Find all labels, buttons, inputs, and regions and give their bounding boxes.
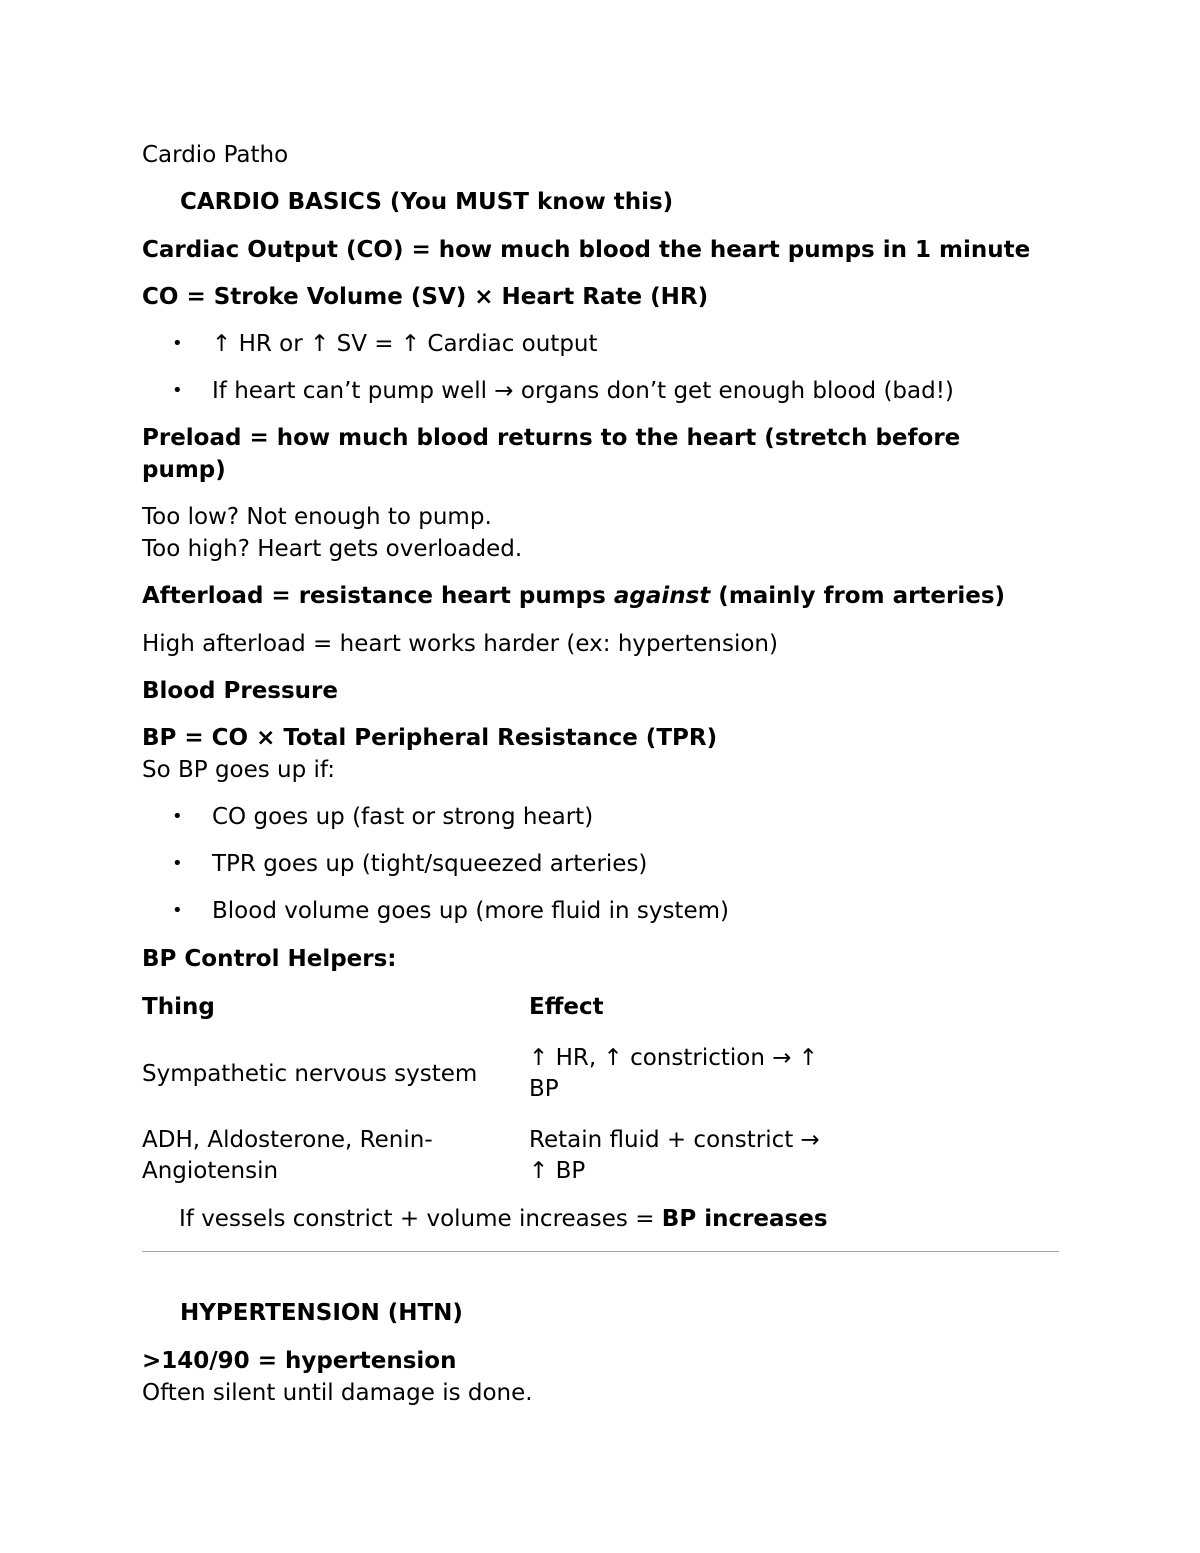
afterload-definition <box>142 580 1005 612</box>
afterload-definition-end: (mainly from arteries) <box>710 583 1006 609</box>
hypertension-note: Often silent until damage is done. <box>142 1380 533 1406</box>
bullet-icon: • <box>172 333 183 354</box>
preload-too-high: Too high? Heart gets overloaded. <box>142 536 523 562</box>
cardiac-output-formula: CO = Stroke Volume (SV) × Heart Rate (HR) <box>142 284 709 310</box>
bp-summary-emphasis: BP increases <box>661 1206 828 1232</box>
table-cell-effect: BP <box>529 1076 559 1102</box>
table-header-thing: Thing <box>142 994 215 1020</box>
table-header-effect: Effect <box>529 994 604 1020</box>
list-item: CO goes up (fast or strong heart) <box>212 804 594 830</box>
bullet-icon: • <box>172 853 183 874</box>
section-heading-hypertension: HYPERTENSION (HTN) <box>180 1300 463 1326</box>
section-heading-cardio-basics: CARDIO BASICS (You MUST know this) <box>180 189 674 215</box>
table-cell-effect: ↑ BP <box>529 1158 586 1184</box>
bp-summary-text: If vessels constrict + volume increases = <box>179 1206 662 1232</box>
hypertension-definition: >140/90 = hypertension <box>142 1348 457 1374</box>
section-divider <box>142 1251 1059 1252</box>
afterload-definition-start: Afterload = resistance heart pumps <box>142 583 614 609</box>
table-cell-thing: ADH, Aldosterone, Renin- <box>142 1127 433 1153</box>
blood-pressure-heading: Blood Pressure <box>142 678 338 704</box>
table-cell-thing: Angiotensin <box>142 1158 279 1184</box>
preload-definition-line2: pump) <box>142 457 226 483</box>
list-item: Blood volume goes up (more fluid in system) <box>212 898 729 924</box>
list-item: TPR goes up (tight/squeezed arteries) <box>212 851 648 877</box>
bp-control-helpers-heading: BP Control Helpers: <box>142 946 397 972</box>
table-cell-thing: Sympathetic nervous system <box>142 1061 478 1087</box>
preload-definition-line1: Preload = how much blood returns to the heart (stretch before <box>142 425 961 451</box>
blood-pressure-formula: BP = CO × Total Peripheral Resistance (TPR) <box>142 725 718 751</box>
bp-summary <box>179 1203 828 1235</box>
preload-too-low: Too low? Not enough to pump. <box>142 504 492 530</box>
afterload-emphasis: against <box>613 583 711 609</box>
list-item: If heart can’t pump well → organs don’t get enough blood (bad!) <box>212 378 954 404</box>
table-cell-effect: Retain fluid + constrict → <box>529 1127 820 1153</box>
document-title: Cardio Patho <box>142 142 289 168</box>
afterload-note: High afterload = heart works harder (ex: hypertension) <box>142 631 778 657</box>
bullet-icon: • <box>172 380 183 401</box>
table-cell-effect: ↑ HR, ↑ constriction → ↑ <box>529 1045 819 1071</box>
cardiac-output-definition: Cardiac Output (CO) = how much blood the heart pumps in 1 minute <box>142 237 1031 263</box>
bullet-icon: • <box>172 806 183 827</box>
blood-pressure-intro: So BP goes up if: <box>142 757 335 783</box>
bullet-icon: • <box>172 900 183 921</box>
list-item: ↑ HR or ↑ SV = ↑ Cardiac output <box>212 331 598 357</box>
